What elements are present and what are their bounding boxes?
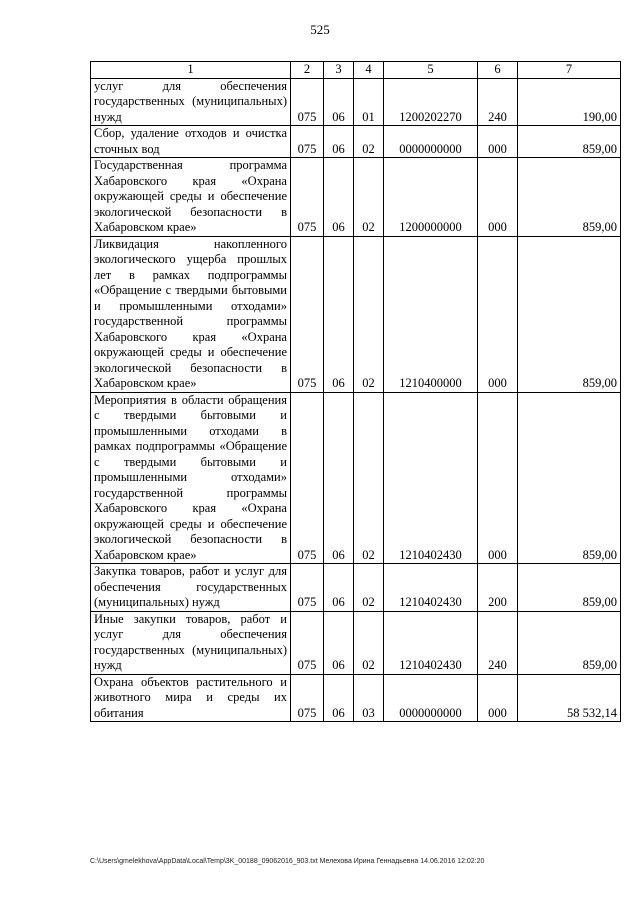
- row-name: Сбор, удаление отходов и очистка сточных вод: [91, 126, 291, 158]
- row-col-4: 01: [354, 78, 384, 126]
- row-col-5: 1200202270: [384, 78, 478, 126]
- row-col-2: 075: [291, 564, 324, 612]
- row-col-3: 06: [324, 392, 354, 564]
- row-col-4: 02: [354, 564, 384, 612]
- table-row: [91, 158, 621, 237]
- table-row: [91, 392, 621, 564]
- row-col-4: 02: [354, 392, 384, 564]
- header-col-4: 4: [354, 62, 384, 79]
- table-row: [91, 674, 621, 722]
- table-row: [91, 611, 621, 674]
- row-amount: 859,00: [518, 126, 621, 158]
- row-col-2: 075: [291, 611, 324, 674]
- row-col-4: 02: [354, 611, 384, 674]
- row-name: Ликвидация накопленного экологического ущерба прошлых лет в рамках подпрограммы «Обращение с твердыми бытовыми и промышленными отходами» государственной программы Хабаровского края «Охрана окружающей среды и обеспечение экологической безопасности в Хабаровском крае»: [91, 236, 291, 392]
- row-col-3: 06: [324, 564, 354, 612]
- row-amount: 859,00: [518, 236, 621, 392]
- row-col-6: 000: [478, 674, 518, 722]
- row-col-4: 02: [354, 236, 384, 392]
- row-col-6: 000: [478, 392, 518, 564]
- row-col-2: 075: [291, 392, 324, 564]
- table-row: [91, 236, 621, 392]
- header-col-5: 5: [384, 62, 478, 79]
- table-header-row: [91, 62, 621, 79]
- row-col-3: 06: [324, 236, 354, 392]
- row-amount: 190,00: [518, 78, 621, 126]
- row-col-5: 1200000000: [384, 158, 478, 237]
- row-col-2: 075: [291, 158, 324, 237]
- row-col-6: 000: [478, 236, 518, 392]
- footer-file-path: C:\Users\gmelekhova\AppData\Local\Temp\3K_00188_09062016_903.txt Мелехова Ирина Геннадьевна 14.06.2016 12:02:20: [90, 858, 485, 865]
- row-col-6: 200: [478, 564, 518, 612]
- table-row: [91, 126, 621, 158]
- table-row: [91, 564, 621, 612]
- row-col-4: 02: [354, 126, 384, 158]
- row-amount: 859,00: [518, 158, 621, 237]
- row-col-4: 03: [354, 674, 384, 722]
- row-col-3: 06: [324, 611, 354, 674]
- header-col-7: 7: [518, 62, 621, 79]
- row-name: Охрана объектов растительного и животного мира и среды их обитания: [91, 674, 291, 722]
- header-col-3: 3: [324, 62, 354, 79]
- row-col-5: 0000000000: [384, 674, 478, 722]
- table-row: [91, 78, 621, 126]
- row-col-6: 240: [478, 611, 518, 674]
- row-col-4: 02: [354, 158, 384, 237]
- row-amount: 859,00: [518, 564, 621, 612]
- row-amount: 58 532,14: [518, 674, 621, 722]
- row-col-3: 06: [324, 78, 354, 126]
- row-col-6: 240: [478, 78, 518, 126]
- row-col-2: 075: [291, 78, 324, 126]
- row-col-2: 075: [291, 674, 324, 722]
- row-col-5: 1210402430: [384, 564, 478, 612]
- page-number: 525: [310, 22, 330, 37]
- row-col-6: 000: [478, 158, 518, 237]
- row-name: услуг для обеспечения государственных (муниципальных) нужд: [91, 78, 291, 126]
- header-col-2: 2: [291, 62, 324, 79]
- row-amount: 859,00: [518, 392, 621, 564]
- row-name: Мероприятия в области обращения с твердыми бытовыми и промышленными отходами в рамках подпрограммы «Обращение с твердыми бытовыми и промышленными отходами» государственной программы Хабаровского края «Охрана окружающей среды и обеспечение экологической безопасности в Хабаровском крае»: [91, 392, 291, 564]
- row-name: Закупка товаров, работ и услуг для обеспечения государственных (муниципальных) нужд: [91, 564, 291, 612]
- row-col-3: 06: [324, 126, 354, 158]
- row-col-3: 06: [324, 158, 354, 237]
- row-col-5: 1210402430: [384, 611, 478, 674]
- row-col-3: 06: [324, 674, 354, 722]
- row-col-6: 000: [478, 126, 518, 158]
- header-col-1: 1: [91, 62, 291, 79]
- budget-table: [90, 61, 621, 722]
- row-col-2: 075: [291, 126, 324, 158]
- header-col-6: 6: [478, 62, 518, 79]
- row-col-5: 1210402430: [384, 392, 478, 564]
- row-col-5: 1210400000: [384, 236, 478, 392]
- row-amount: 859,00: [518, 611, 621, 674]
- row-col-5: 0000000000: [384, 126, 478, 158]
- row-col-2: 075: [291, 236, 324, 392]
- row-name: Государственная программа Хабаровского края «Охрана окружающей среды и обеспечение экологической безопасности в Хабаровском крае»: [91, 158, 291, 237]
- row-name: Иные закупки товаров, работ и услуг для обеспечения государственных (муниципальных) нужд: [91, 611, 291, 674]
